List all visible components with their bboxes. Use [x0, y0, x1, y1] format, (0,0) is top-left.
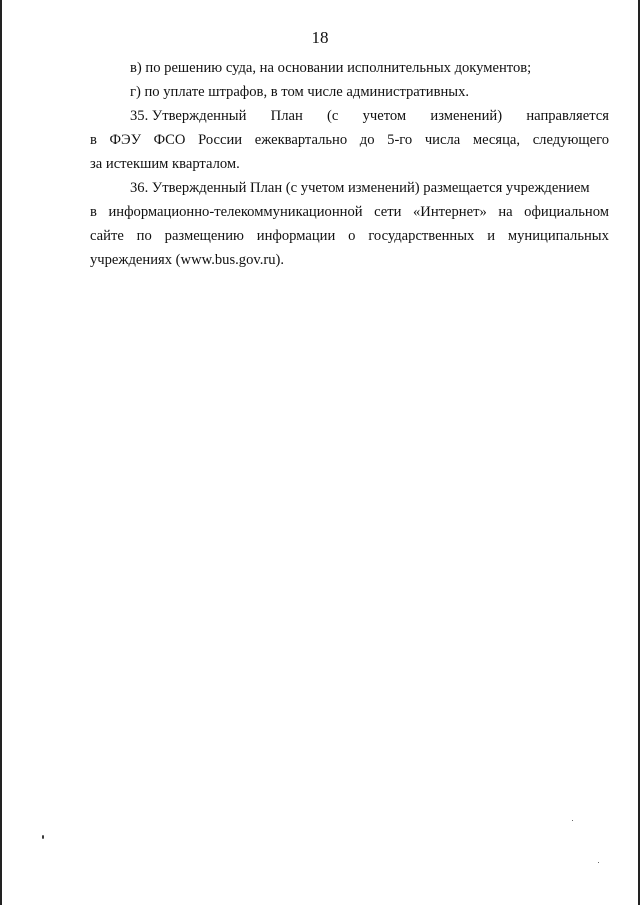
word: официальном: [524, 204, 609, 220]
word: учетом: [362, 108, 407, 124]
paragraph-36-line-4: учреждениях (www.bus.gov.ru).: [90, 252, 285, 268]
scan-speck: [42, 835, 44, 839]
document-body: [90, 56, 609, 272]
word: 5-го: [387, 132, 413, 148]
word: (с: [327, 108, 339, 124]
list-item-v: в) по решению суда, на основании исполнительных документов;: [130, 60, 532, 76]
word: и: [487, 228, 495, 244]
word: в: [90, 132, 97, 148]
word: информации: [256, 228, 336, 244]
word: ФЭУ: [109, 132, 142, 148]
word: сети: [374, 204, 402, 220]
scan-speck: [598, 862, 599, 863]
paragraph-36-line-3: [90, 224, 609, 248]
list-item-g: г) по уплате штрафов, в том числе административных.: [130, 84, 470, 100]
word: следующего: [532, 132, 609, 148]
word: до: [359, 132, 375, 148]
word: «Интернет»: [413, 204, 487, 220]
word: месяца,: [472, 132, 521, 148]
word: муниципальных: [507, 228, 609, 244]
word: ФСО: [153, 132, 186, 148]
paragraph-36-line-1: 36. Утвержденный План (с учетом изменений) размещается учреждением: [130, 180, 590, 196]
word: в: [90, 204, 97, 220]
scan-speck: [572, 820, 573, 821]
word: 35. Утвержденный: [130, 108, 247, 124]
word: России: [198, 132, 243, 148]
word: числа: [424, 132, 461, 148]
scan-left-edge: [0, 0, 2, 905]
paragraph-35-line-3: за истекшим кварталом.: [90, 156, 240, 172]
paragraph-36-line-2: [90, 200, 609, 224]
word: по: [136, 228, 152, 244]
word: информационно-телекоммуникационной: [108, 204, 363, 220]
word: сайте: [90, 228, 124, 244]
word: направляется: [526, 108, 609, 124]
word: о: [348, 228, 356, 244]
word: на: [498, 204, 513, 220]
word: План: [270, 108, 303, 124]
word: изменений): [430, 108, 503, 124]
page-number: 18: [311, 28, 329, 47]
word: государственных: [368, 228, 475, 244]
paragraph-35-line-1: [90, 104, 609, 128]
word: размещению: [164, 228, 244, 244]
word: ежеквартально: [254, 132, 348, 148]
paragraph-35-line-2: [90, 128, 609, 152]
